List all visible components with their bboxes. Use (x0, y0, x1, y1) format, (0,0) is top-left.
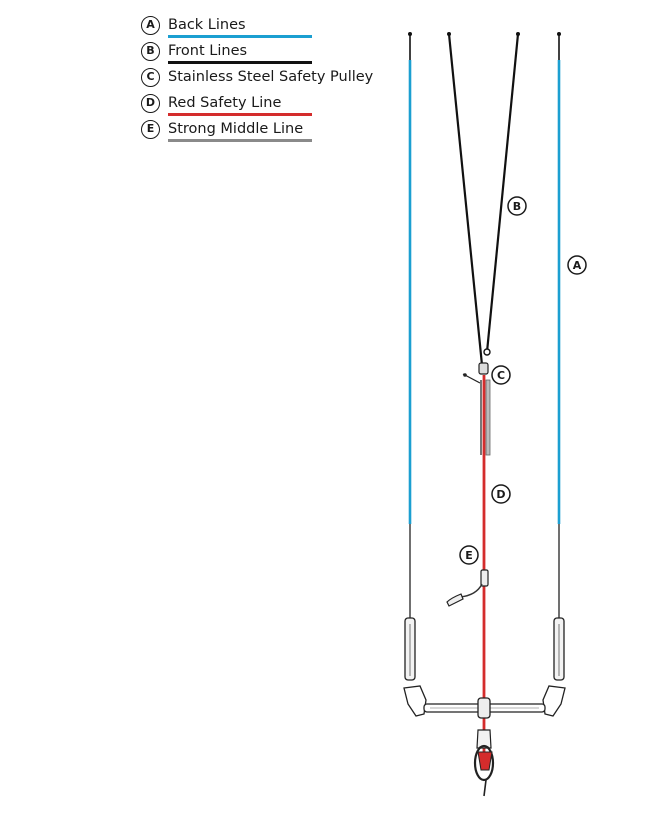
stopper-leash (460, 584, 482, 597)
stopper-handle (447, 594, 463, 606)
middle-line (481, 380, 490, 455)
callout-b-text: B (512, 200, 522, 213)
legend-label-back-lines: Back Lines (168, 17, 246, 33)
front-line-right (487, 34, 518, 352)
legend-label-front-lines: Front Lines (168, 43, 248, 59)
front-line-left (449, 34, 482, 365)
callout-a (568, 256, 586, 274)
front-lines (447, 32, 520, 365)
pulley-pigtail-knot (463, 373, 467, 377)
callout-d (492, 485, 510, 503)
callout-a-text: A (572, 259, 582, 272)
legend-label-middle-line: Strong Middle Line (168, 121, 304, 137)
chicken-loop (475, 730, 493, 796)
front-line-join-ring (484, 349, 490, 355)
left-bar-end (404, 686, 426, 716)
loop-finger (484, 780, 486, 796)
callout-c (492, 366, 510, 384)
legend-label-safety-pulley: Stainless Steel Safety Pulley (168, 69, 374, 85)
legend-badge-c: C (141, 68, 160, 87)
stopper-body (481, 570, 488, 586)
callout-e-text: E (465, 549, 473, 562)
loop-release (478, 752, 492, 770)
callout-b (508, 197, 526, 215)
right-bar-end (543, 686, 565, 716)
callout-c-text: C (496, 369, 506, 382)
callout-e (460, 546, 478, 564)
legend-badge-d: D (141, 94, 160, 113)
safety-stopper (447, 570, 488, 606)
middle-line-sleeve (486, 380, 490, 455)
legend-badge-a: A (141, 16, 160, 35)
legend-badge-b: B (141, 42, 160, 61)
legend-badge-e: E (141, 120, 160, 139)
callout-d-text: D (496, 488, 506, 501)
pulley-body (479, 363, 488, 374)
bar-center-hole (478, 698, 490, 718)
legend-label-red-safety-line: Red Safety Line (168, 95, 282, 111)
